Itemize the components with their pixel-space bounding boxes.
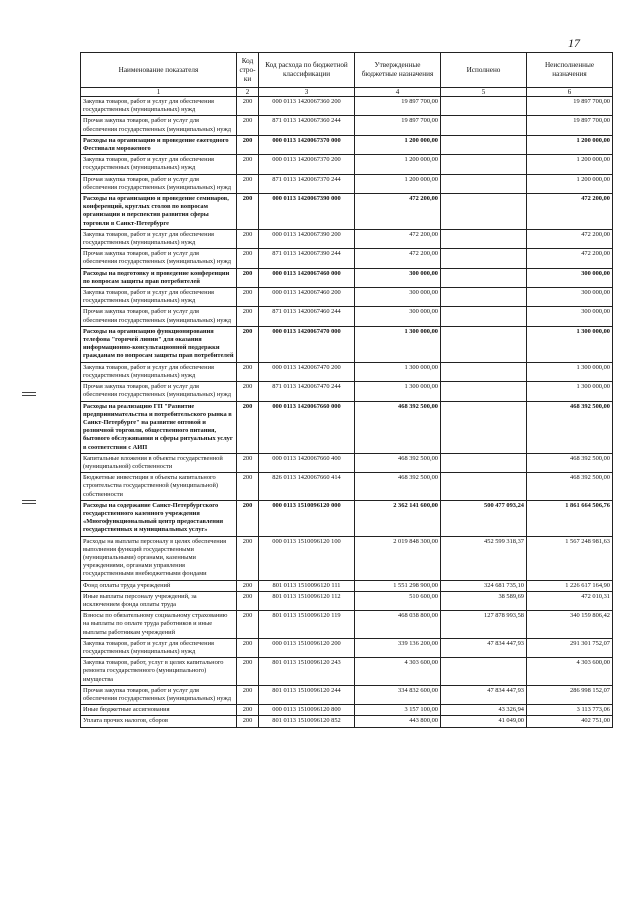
row-executed-cell <box>441 307 527 326</box>
table-row <box>81 500 613 536</box>
header-kbk: Код расхода по бюджетной классификации <box>259 53 355 88</box>
row-executed-cell <box>441 116 527 135</box>
column-number: 3 <box>259 88 355 97</box>
row-executed-cell <box>441 135 527 154</box>
row-name-cell: Прочая закупка товаров, работ и услуг для обеспечения государственных (муниципальных) нужд <box>81 685 237 704</box>
row-code-cell: 200 <box>237 453 259 472</box>
row-name-cell: Иные выплаты персоналу учреждений, за исключением фонда оплаты труда <box>81 591 237 610</box>
row-kbk-cell: 000 0113 1420067470 200 <box>259 362 355 381</box>
row-code-cell: 200 <box>237 705 259 716</box>
row-approved-cell: 19 897 700,00 <box>355 97 441 116</box>
row-executed-cell: 43 326,94 <box>441 705 527 716</box>
row-executed-cell <box>441 174 527 193</box>
row-code-cell: 200 <box>237 97 259 116</box>
column-number: 6 <box>527 88 613 97</box>
table-row <box>81 135 613 154</box>
header-name: Наименование показателя <box>81 53 237 88</box>
row-unexecuted-cell: 472 010,31 <box>527 591 613 610</box>
row-unexecuted-cell: 1 861 664 506,76 <box>527 500 613 536</box>
row-kbk-cell: 871 0113 1420067390 244 <box>259 249 355 268</box>
margin-mark <box>22 392 36 400</box>
row-executed-cell <box>441 268 527 287</box>
row-approved-cell: 468 392 500,00 <box>355 453 441 472</box>
row-name-cell: Прочая закупка товаров, работ и услуг для обеспечения государственных (муниципальных) нужд <box>81 116 237 135</box>
row-name-cell: Фонд оплаты труда учреждений <box>81 580 237 591</box>
row-code-cell: 200 <box>237 249 259 268</box>
row-code-cell: 200 <box>237 174 259 193</box>
row-unexecuted-cell: 286 998 152,07 <box>527 685 613 704</box>
row-approved-cell: 334 832 600,00 <box>355 685 441 704</box>
row-kbk-cell: 000 0113 1510096120 800 <box>259 705 355 716</box>
row-executed-cell <box>441 401 527 453</box>
row-name-cell: Прочая закупка товаров, работ и услуг для обеспечения государственных (муниципальных) нужд <box>81 249 237 268</box>
row-name-cell: Расходы на организацию функционирования телефона "горячей линии" для оказания информационно-консультационной поддержки гражданам по вопросам защиты прав потребителей <box>81 326 237 362</box>
table-row <box>81 97 613 116</box>
row-code-cell: 200 <box>237 362 259 381</box>
row-name-cell: Расходы на содержание Санкт-Петербургского государственного казенного учреждения «Многофункциональный центр предоставления государственных и муниципальных услуг» <box>81 500 237 536</box>
row-code-cell: 200 <box>237 268 259 287</box>
table-row <box>81 249 613 268</box>
table-row <box>81 307 613 326</box>
column-number: 4 <box>355 88 441 97</box>
row-unexecuted-cell: 340 159 806,42 <box>527 611 613 639</box>
row-approved-cell: 1 300 000,00 <box>355 382 441 401</box>
row-executed-cell: 38 589,69 <box>441 591 527 610</box>
row-code-cell: 200 <box>237 638 259 657</box>
table-row <box>81 382 613 401</box>
row-code-cell: 200 <box>237 611 259 639</box>
row-code-cell: 200 <box>237 382 259 401</box>
row-approved-cell: 1 300 000,00 <box>355 326 441 362</box>
table-row <box>81 155 613 174</box>
row-name-cell: Закупка товаров, работ и услуг для обеспечения государственных (муниципальных) нужд <box>81 155 237 174</box>
row-code-cell: 200 <box>237 194 259 230</box>
row-unexecuted-cell: 19 897 700,00 <box>527 97 613 116</box>
table-row <box>81 401 613 453</box>
row-executed-cell: 41 049,00 <box>441 716 527 727</box>
row-executed-cell <box>441 97 527 116</box>
row-code-cell: 200 <box>237 658 259 686</box>
row-name-cell: Закупка товаров, работ и услуг для обеспечения государственных (муниципальных) нужд <box>81 638 237 657</box>
table-row <box>81 194 613 230</box>
row-executed-cell <box>441 288 527 307</box>
row-name-cell: Иные бюджетные ассигнования <box>81 705 237 716</box>
row-executed-cell: 47 834 447,93 <box>441 638 527 657</box>
row-unexecuted-cell: 468 392 500,00 <box>527 401 613 453</box>
row-name-cell: Прочая закупка товаров, работ и услуг для обеспечения государственных (муниципальных) нужд <box>81 382 237 401</box>
row-kbk-cell: 000 0113 1420067460 000 <box>259 268 355 287</box>
table-row <box>81 580 613 591</box>
header-approved: Утвержденные бюджетные назначения <box>355 53 441 88</box>
row-approved-cell: 472 200,00 <box>355 194 441 230</box>
header-executed: Исполнено <box>441 53 527 88</box>
row-executed-cell <box>441 453 527 472</box>
row-approved-cell: 1 200 000,00 <box>355 135 441 154</box>
row-approved-cell: 300 000,00 <box>355 288 441 307</box>
row-name-cell: Уплата прочих налогов, сборов <box>81 716 237 727</box>
row-unexecuted-cell: 300 000,00 <box>527 268 613 287</box>
row-approved-cell: 1 200 000,00 <box>355 155 441 174</box>
row-code-cell: 200 <box>237 155 259 174</box>
row-kbk-cell: 000 0113 1420067460 200 <box>259 288 355 307</box>
table-row <box>81 362 613 381</box>
row-approved-cell: 1 551 298 900,00 <box>355 580 441 591</box>
table-row <box>81 326 613 362</box>
row-unexecuted-cell: 19 897 700,00 <box>527 116 613 135</box>
table-row <box>81 288 613 307</box>
table-row <box>81 453 613 472</box>
row-kbk-cell: 871 0113 1420067360 244 <box>259 116 355 135</box>
row-code-cell: 200 <box>237 116 259 135</box>
row-approved-cell: 3 157 100,00 <box>355 705 441 716</box>
row-name-cell: Закупка товаров, работ и услуг для обеспечения государственных (муниципальных) нужд <box>81 362 237 381</box>
row-unexecuted-cell: 1 200 000,00 <box>527 174 613 193</box>
table-row <box>81 716 613 727</box>
row-kbk-cell: 801 0113 1510096120 112 <box>259 591 355 610</box>
row-unexecuted-cell: 472 200,00 <box>527 194 613 230</box>
table-row <box>81 536 613 580</box>
row-code-cell: 200 <box>237 685 259 704</box>
column-number: 2 <box>237 88 259 97</box>
row-unexecuted-cell: 1 226 617 164,90 <box>527 580 613 591</box>
table-row <box>81 705 613 716</box>
row-kbk-cell: 801 0113 1510096120 243 <box>259 658 355 686</box>
row-unexecuted-cell: 1 200 000,00 <box>527 155 613 174</box>
row-name-cell: Закупка товаров, работ, услуг в целях капитального ремонта государственного (муниципального) имущества <box>81 658 237 686</box>
row-kbk-cell: 000 0113 1420067370 000 <box>259 135 355 154</box>
row-unexecuted-cell: 472 200,00 <box>527 249 613 268</box>
row-name-cell: Прочая закупка товаров, работ и услуг для обеспечения государственных (муниципальных) нужд <box>81 174 237 193</box>
row-kbk-cell: 801 0113 1510096120 244 <box>259 685 355 704</box>
row-kbk-cell: 871 0113 1420067460 244 <box>259 307 355 326</box>
row-executed-cell: 324 681 735,10 <box>441 580 527 591</box>
table-row <box>81 116 613 135</box>
table-row <box>81 473 613 501</box>
row-executed-cell <box>441 362 527 381</box>
row-unexecuted-cell: 300 000,00 <box>527 288 613 307</box>
row-unexecuted-cell: 1 300 000,00 <box>527 326 613 362</box>
table-row <box>81 658 613 686</box>
row-code-cell: 200 <box>237 473 259 501</box>
row-executed-cell: 500 477 093,24 <box>441 500 527 536</box>
row-code-cell: 200 <box>237 288 259 307</box>
row-code-cell: 200 <box>237 307 259 326</box>
row-kbk-cell: 000 0113 1420067360 200 <box>259 97 355 116</box>
row-unexecuted-cell: 1 200 000,00 <box>527 135 613 154</box>
row-code-cell: 200 <box>237 135 259 154</box>
row-code-cell: 200 <box>237 716 259 727</box>
table-row <box>81 685 613 704</box>
row-approved-cell: 1 300 000,00 <box>355 362 441 381</box>
table-row <box>81 174 613 193</box>
row-kbk-cell: 000 0113 1420067390 200 <box>259 229 355 248</box>
row-name-cell: Прочая закупка товаров, работ и услуг для обеспечения государственных (муниципальных) нужд <box>81 307 237 326</box>
row-code-cell: 200 <box>237 536 259 580</box>
row-approved-cell: 443 800,00 <box>355 716 441 727</box>
row-name-cell: Расходы на организацию и проведение семинаров, конференций, круглых столов по вопросам организации и перспектив развития сферы торговли в Санкт-Петербурге <box>81 194 237 230</box>
page-number: 17 <box>568 36 580 50</box>
row-kbk-cell: 801 0113 1510096120 119 <box>259 611 355 639</box>
row-kbk-cell: 801 0113 1510096120 852 <box>259 716 355 727</box>
row-approved-cell: 19 897 700,00 <box>355 116 441 135</box>
row-name-cell: Взносы по обязательному социальному страхованию на выплаты по оплате труда работников и иные выплаты работникам учреждений <box>81 611 237 639</box>
row-name-cell: Закупка товаров, работ и услуг для обеспечения государственных (муниципальных) нужд <box>81 97 237 116</box>
row-kbk-cell: 871 0113 1420067370 244 <box>259 174 355 193</box>
row-approved-cell: 468 392 500,00 <box>355 401 441 453</box>
row-approved-cell: 1 200 000,00 <box>355 174 441 193</box>
row-approved-cell: 300 000,00 <box>355 268 441 287</box>
row-code-cell: 200 <box>237 591 259 610</box>
row-unexecuted-cell: 1 300 000,00 <box>527 382 613 401</box>
row-approved-cell: 510 600,00 <box>355 591 441 610</box>
row-approved-cell: 468 392 500,00 <box>355 473 441 501</box>
row-unexecuted-cell: 300 000,00 <box>527 307 613 326</box>
row-kbk-cell: 826 0113 1420067660 414 <box>259 473 355 501</box>
row-name-cell: Закупка товаров, работ и услуг для обеспечения государственных (муниципальных) нужд <box>81 288 237 307</box>
row-unexecuted-cell: 291 301 752,07 <box>527 638 613 657</box>
row-kbk-cell: 871 0113 1420067470 244 <box>259 382 355 401</box>
margin-mark <box>22 500 36 508</box>
row-executed-cell <box>441 473 527 501</box>
row-unexecuted-cell: 402 751,00 <box>527 716 613 727</box>
row-name-cell: Расходы на подготовку и проведение конференции по вопросам защиты прав потребителей <box>81 268 237 287</box>
row-kbk-cell: 000 0113 1420067660 400 <box>259 453 355 472</box>
row-approved-cell: 2 019 848 300,00 <box>355 536 441 580</box>
row-code-cell: 200 <box>237 229 259 248</box>
row-executed-cell: 452 599 318,37 <box>441 536 527 580</box>
column-number-row <box>81 88 613 97</box>
row-name-cell: Закупка товаров, работ и услуг для обеспечения государственных (муниципальных) нужд <box>81 229 237 248</box>
row-code-cell: 200 <box>237 326 259 362</box>
row-kbk-cell: 000 0113 1510096120 200 <box>259 638 355 657</box>
row-name-cell: Бюджетные инвестиции в объекты капитального строительства государственной (муниципальной) собственности <box>81 473 237 501</box>
row-unexecuted-cell: 468 392 500,00 <box>527 453 613 472</box>
row-unexecuted-cell: 468 392 500,00 <box>527 473 613 501</box>
row-executed-cell <box>441 249 527 268</box>
row-executed-cell <box>441 229 527 248</box>
row-executed-cell <box>441 382 527 401</box>
row-name-cell: Расходы на организацию и проведение ежегодного Фестиваля мороженого <box>81 135 237 154</box>
column-number: 5 <box>441 88 527 97</box>
table-row <box>81 268 613 287</box>
row-unexecuted-cell: 3 113 773,06 <box>527 705 613 716</box>
table-row <box>81 229 613 248</box>
header-code: Код стро-ки <box>237 53 259 88</box>
row-kbk-cell: 000 0113 1420067470 000 <box>259 326 355 362</box>
table-row <box>81 611 613 639</box>
budget-execution-table <box>80 52 613 728</box>
row-executed-cell <box>441 194 527 230</box>
row-code-cell: 200 <box>237 401 259 453</box>
row-approved-cell: 4 303 600,00 <box>355 658 441 686</box>
table-row <box>81 591 613 610</box>
row-approved-cell: 472 200,00 <box>355 229 441 248</box>
row-kbk-cell: 000 0113 1420067660 000 <box>259 401 355 453</box>
row-kbk-cell: 801 0113 1510096120 111 <box>259 580 355 591</box>
row-executed-cell: 47 834 447,93 <box>441 685 527 704</box>
row-approved-cell: 2 362 141 600,00 <box>355 500 441 536</box>
row-code-cell: 200 <box>237 500 259 536</box>
row-code-cell: 200 <box>237 580 259 591</box>
row-approved-cell: 468 038 800,00 <box>355 611 441 639</box>
row-approved-cell: 472 200,00 <box>355 249 441 268</box>
row-unexecuted-cell: 1 567 248 981,63 <box>527 536 613 580</box>
row-approved-cell: 339 136 200,00 <box>355 638 441 657</box>
row-unexecuted-cell: 1 300 000,00 <box>527 362 613 381</box>
row-name-cell: Капитальные вложения в объекты государственной (муниципальной) собственности <box>81 453 237 472</box>
row-unexecuted-cell: 472 200,00 <box>527 229 613 248</box>
row-executed-cell <box>441 155 527 174</box>
row-unexecuted-cell: 4 303 600,00 <box>527 658 613 686</box>
row-name-cell: Расходы на реализацию ГП "Развитие предпринимательства и потребительского рынка в Санкт-Петербурге" на развитие оптовой и розничной торговли, общественного питания, бытового обслуживания и сферы ритуальных услуг в соответствии с АИП <box>81 401 237 453</box>
row-executed-cell <box>441 326 527 362</box>
row-kbk-cell: 000 0113 1510096120 000 <box>259 500 355 536</box>
header-unexecuted: Неисполненные назначения <box>527 53 613 88</box>
column-number: 1 <box>81 88 237 97</box>
row-executed-cell <box>441 658 527 686</box>
row-approved-cell: 300 000,00 <box>355 307 441 326</box>
row-kbk-cell: 000 0113 1510096120 100 <box>259 536 355 580</box>
row-name-cell: Расходы на выплаты персоналу в целях обеспечения выполнения функций государственными (муниципальными) органами, казенными учреждениями, органами управления государственными внебюджетными фондами <box>81 536 237 580</box>
row-kbk-cell: 000 0113 1420067390 000 <box>259 194 355 230</box>
row-kbk-cell: 000 0113 1420067370 200 <box>259 155 355 174</box>
table-row <box>81 638 613 657</box>
table-header-row <box>81 53 613 88</box>
row-executed-cell: 127 878 993,58 <box>441 611 527 639</box>
